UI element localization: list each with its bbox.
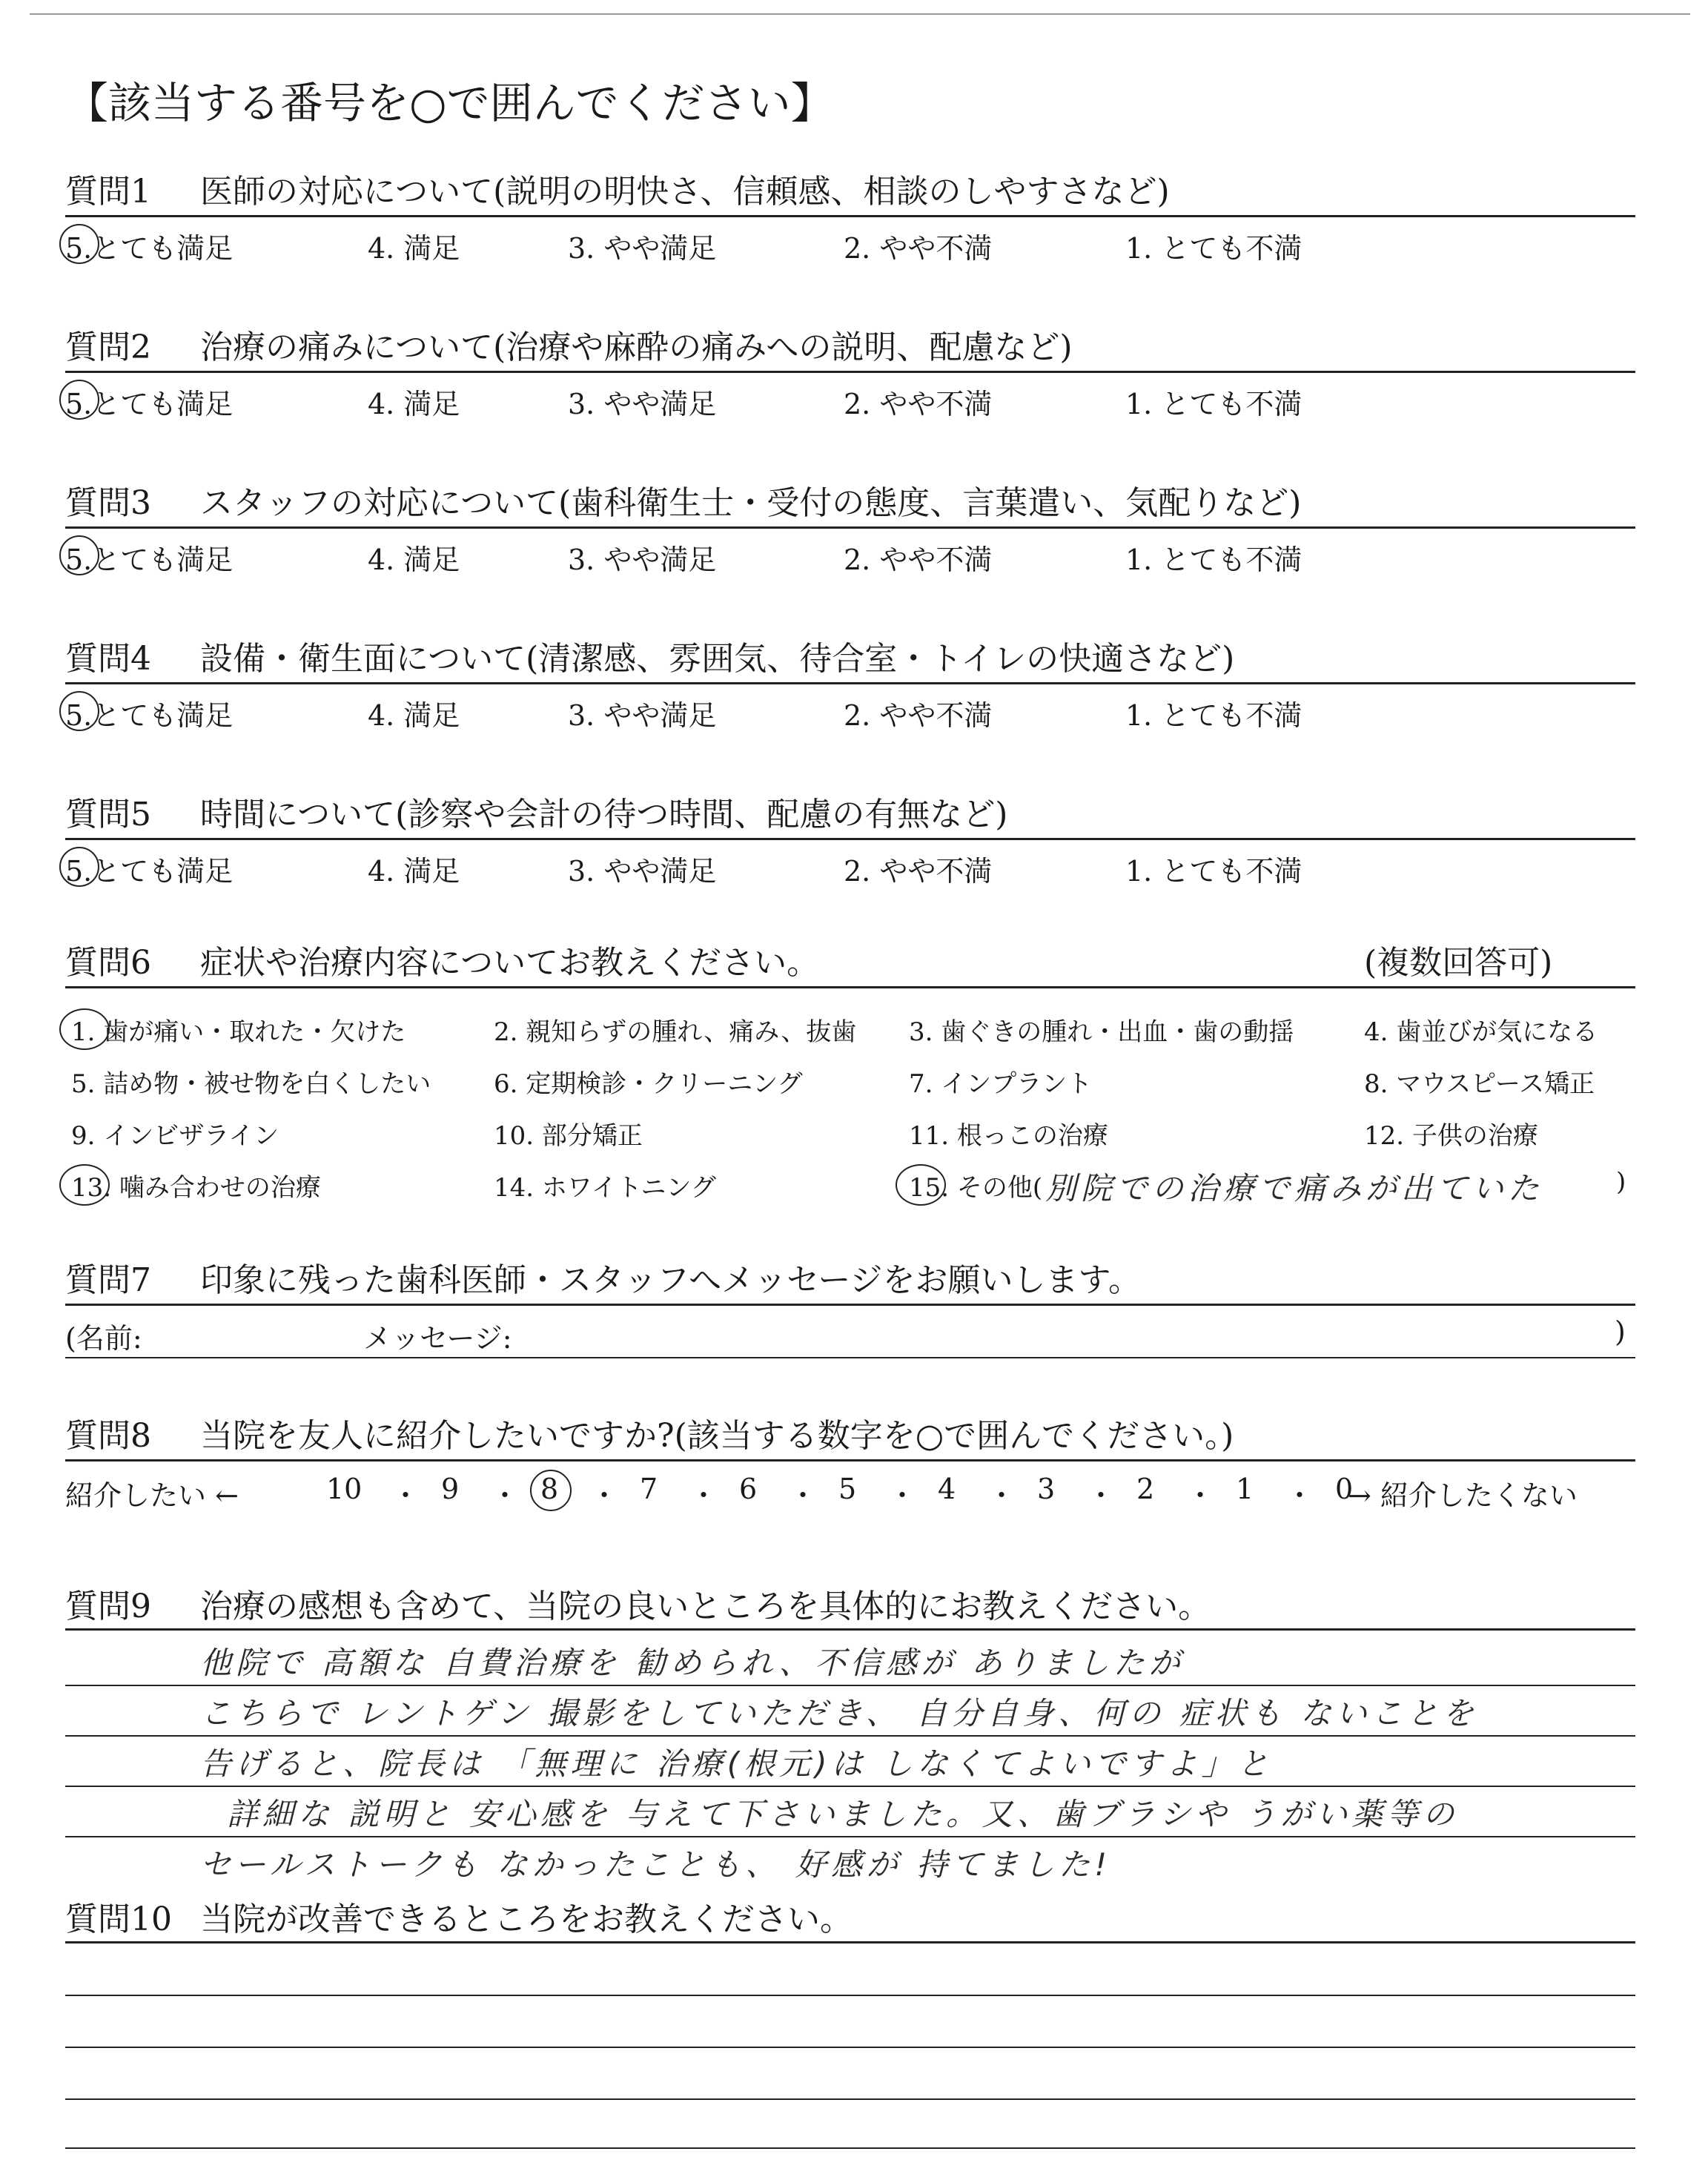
q6-option[interactable]: 3. 歯ぐきの腫れ・出血・歯の動揺 xyxy=(909,1017,1294,1047)
q9-rule xyxy=(65,1628,1635,1631)
satisfaction-option[interactable]: 3. やや満足 xyxy=(568,855,717,888)
satisfaction-option[interactable]: 5.とても満足 xyxy=(65,855,234,888)
q8-scale-number[interactable]: 8 xyxy=(540,1473,559,1505)
satisfaction-option[interactable]: 2. やや不満 xyxy=(844,388,993,420)
q10-answer-rule xyxy=(65,1995,1635,1996)
q7-name-label: (名前: xyxy=(65,1322,142,1355)
q8-rule xyxy=(65,1459,1635,1462)
satisfaction-option[interactable]: 2. やや不満 xyxy=(844,232,993,265)
q6-option[interactable]: 8. マウスピース矯正 xyxy=(1364,1069,1595,1099)
q9-text: 治療の感想も含めて、当院の良いところを具体的にお教えください。 xyxy=(200,1588,1211,1625)
selection-circle xyxy=(59,1164,110,1206)
satisfaction-option[interactable]: 1. とても不満 xyxy=(1125,855,1302,888)
question-rule xyxy=(65,838,1635,840)
q10-answer-rule xyxy=(65,2098,1635,2100)
q6-option[interactable]: 7. インプラント xyxy=(909,1069,1093,1099)
satisfaction-option[interactable]: 5.とても満足 xyxy=(65,699,234,732)
q7-close-paren: ) xyxy=(1615,1315,1626,1348)
q7-message-label: メッセージ: xyxy=(363,1322,512,1355)
q8-scale-number[interactable]: 4 xyxy=(938,1473,956,1505)
selection-circle xyxy=(530,1470,572,1511)
question-text: 治療の痛みについて(治療や麻酔の痛みへの説明、配慮など) xyxy=(200,328,1073,366)
selection-circle xyxy=(59,535,99,575)
q6-note: (複数回答可) xyxy=(1364,944,1553,982)
q8-scale-dot: ・ xyxy=(491,1479,520,1512)
q8-scale-dot: ・ xyxy=(1087,1479,1116,1512)
satisfaction-option[interactable]: 2. やや不満 xyxy=(844,544,993,576)
q6-rule xyxy=(65,986,1635,988)
q8-scale-number[interactable]: 6 xyxy=(739,1473,758,1505)
q10-answer-rule xyxy=(65,2147,1635,2149)
q8-scale-number[interactable]: 1 xyxy=(1236,1473,1254,1505)
q6-option[interactable]: 14. ホワイトニング xyxy=(494,1173,716,1203)
q10-answer-rule xyxy=(65,2047,1635,2048)
q10-label: 質問10 xyxy=(65,1900,172,1938)
question-text: スタッフの対応について(歯科衛生士・受付の態度、言葉遣い、気配りなど) xyxy=(200,484,1302,522)
q6-option[interactable]: 4. 歯並びが気になる xyxy=(1364,1017,1598,1047)
q9-answer-line: こちらで レントゲン 撮影をしていただき、 自分自身、何の 症状も ないことを xyxy=(200,1695,1478,1731)
q6-other-text: 別院での治療で痛みが出ていた xyxy=(1045,1170,1544,1206)
q8-scale-dot: ・ xyxy=(1285,1479,1314,1512)
question-rule xyxy=(65,371,1635,373)
question-label: 質問5 xyxy=(65,796,151,833)
satisfaction-option[interactable]: 5.とても満足 xyxy=(65,388,234,420)
selection-circle xyxy=(59,691,99,731)
q8-scale-dot: ・ xyxy=(789,1479,818,1512)
question-text: 医師の対応について(説明の明快さ、信頼感、相談のしやすさなど) xyxy=(200,173,1170,211)
q7-rule xyxy=(65,1304,1635,1306)
q9-answer-rule xyxy=(65,1836,1635,1837)
page-top-edge xyxy=(30,13,1690,15)
q8-scale-number[interactable]: 2 xyxy=(1136,1473,1155,1505)
question-text: 時間について(診察や会計の待つ時間、配慮の有無など) xyxy=(200,796,1008,833)
q6-option[interactable]: 13. 噛み合わせの治療 xyxy=(71,1173,321,1203)
q6-option[interactable]: 5. 詰め物・被せ物を白くしたい xyxy=(71,1069,431,1099)
satisfaction-option[interactable]: 2. やや不満 xyxy=(844,855,993,888)
q6-text: 症状や治療内容についてお教えください。 xyxy=(200,944,820,982)
q6-option[interactable]: 15. その他( xyxy=(909,1173,1043,1203)
q6-option[interactable]: 9. インビザライン xyxy=(71,1121,279,1151)
question-label: 質問2 xyxy=(65,328,151,366)
q6-option[interactable]: 1. 歯が痛い・取れた・欠けた xyxy=(71,1017,406,1047)
q8-scale-number[interactable]: 0 xyxy=(1335,1473,1354,1505)
q6-label: 質問6 xyxy=(65,944,151,982)
q7-label: 質問7 xyxy=(65,1261,151,1299)
q9-label: 質問9 xyxy=(65,1588,151,1625)
q6-option[interactable]: 2. 親知らずの腫れ、痛み、抜歯 xyxy=(494,1017,857,1047)
satisfaction-option[interactable]: 4. 満足 xyxy=(368,388,460,420)
q8-scale-dot: ・ xyxy=(590,1479,619,1512)
q8-scale-dot: ・ xyxy=(888,1479,917,1512)
q8-scale-number[interactable]: 7 xyxy=(640,1473,658,1505)
q8-scale-dot: ・ xyxy=(689,1479,718,1512)
q9-answer-rule xyxy=(65,1786,1635,1787)
satisfaction-option[interactable]: 3. やや満足 xyxy=(568,699,717,732)
question-rule xyxy=(65,526,1635,529)
selection-circle xyxy=(59,380,99,420)
satisfaction-option[interactable]: 3. やや満足 xyxy=(568,388,717,420)
q7-text: 印象に残った歯科医師・スタッフへメッセージをお願いします。 xyxy=(200,1261,1141,1299)
satisfaction-option[interactable]: 4. 満足 xyxy=(368,544,460,576)
question-rule xyxy=(65,215,1635,217)
satisfaction-option[interactable]: 2. やや不満 xyxy=(844,699,993,732)
satisfaction-option[interactable]: 4. 満足 xyxy=(368,232,460,265)
satisfaction-option[interactable]: 5.とても満足 xyxy=(65,232,234,265)
q8-right-label: → 紹介したくない xyxy=(1348,1479,1578,1512)
q8-scale-dot: ・ xyxy=(391,1479,420,1512)
selection-circle xyxy=(59,847,99,887)
q8-scale-number[interactable]: 10 xyxy=(326,1473,363,1505)
satisfaction-option[interactable]: 1. とても不満 xyxy=(1125,388,1302,420)
selection-circle xyxy=(59,1008,110,1050)
question-rule xyxy=(65,682,1635,684)
q10-text: 当院が改善できるところをお教えください。 xyxy=(200,1900,853,1938)
q8-scale-number[interactable]: 3 xyxy=(1037,1473,1056,1505)
q9-answer-line: 他院で 高額な 自費治療を 勧められ、不信感が ありましたが xyxy=(200,1645,1185,1681)
q8-scale-number[interactable]: 9 xyxy=(441,1473,460,1505)
q8-scale-dot: ・ xyxy=(1186,1479,1215,1512)
satisfaction-option[interactable]: 4. 満足 xyxy=(368,699,460,732)
q6-option[interactable]: 11. 根っこの治療 xyxy=(909,1121,1108,1151)
q6-other-close-paren: ) xyxy=(1616,1167,1626,1197)
q9-answer-rule xyxy=(65,1735,1635,1737)
q6-option[interactable]: 12. 子供の治療 xyxy=(1364,1121,1538,1151)
satisfaction-option[interactable]: 3. やや満足 xyxy=(568,544,717,576)
selection-circle xyxy=(896,1164,946,1206)
q8-scale-dot: ・ xyxy=(987,1479,1016,1512)
satisfaction-option[interactable]: 5.とても満足 xyxy=(65,544,234,576)
q9-answer-line: 詳細な 説明と 安心感を 与えて下さいました。又、歯ブラシや うがい薬等の xyxy=(227,1796,1459,1832)
satisfaction-option[interactable]: 1. とても不満 xyxy=(1125,544,1302,576)
q6-option[interactable]: 10. 部分矯正 xyxy=(494,1121,643,1151)
q8-left-label: 紹介したい ← xyxy=(65,1479,239,1512)
satisfaction-option[interactable]: 4. 満足 xyxy=(368,855,460,888)
question-label: 質問1 xyxy=(65,173,151,211)
q8-scale-number[interactable]: 5 xyxy=(838,1473,857,1505)
q10-rule xyxy=(65,1941,1635,1943)
page-title: 【該当する番号を○で囲んでください】 xyxy=(65,78,834,128)
q9-answer-rule xyxy=(65,1685,1635,1686)
q7-answer-rule xyxy=(65,1357,1635,1358)
question-label: 質問4 xyxy=(65,640,151,678)
satisfaction-option[interactable]: 1. とても不満 xyxy=(1125,699,1302,732)
satisfaction-option[interactable]: 1. とても不満 xyxy=(1125,232,1302,265)
question-text: 設備・衛生面について(清潔感、雰囲気、待合室・トイレの快適さなど) xyxy=(200,640,1235,678)
q6-option[interactable]: 6. 定期検診・クリーニング xyxy=(494,1069,803,1099)
q9-answer-line: セールストークも なかったことも、 好感が 持てました! xyxy=(200,1846,1112,1883)
q9-answer-line: 告げると、院長は 「無理に 治療(根元)は しなくてよいですよ」と xyxy=(200,1745,1273,1782)
q8-label: 質問8 xyxy=(65,1417,151,1455)
question-label: 質問3 xyxy=(65,484,151,522)
selection-circle xyxy=(59,224,99,264)
satisfaction-option[interactable]: 3. やや満足 xyxy=(568,232,717,265)
q8-text: 当院を友人に紹介したいですか?(該当する数字を○で囲んでください。) xyxy=(200,1417,1234,1455)
